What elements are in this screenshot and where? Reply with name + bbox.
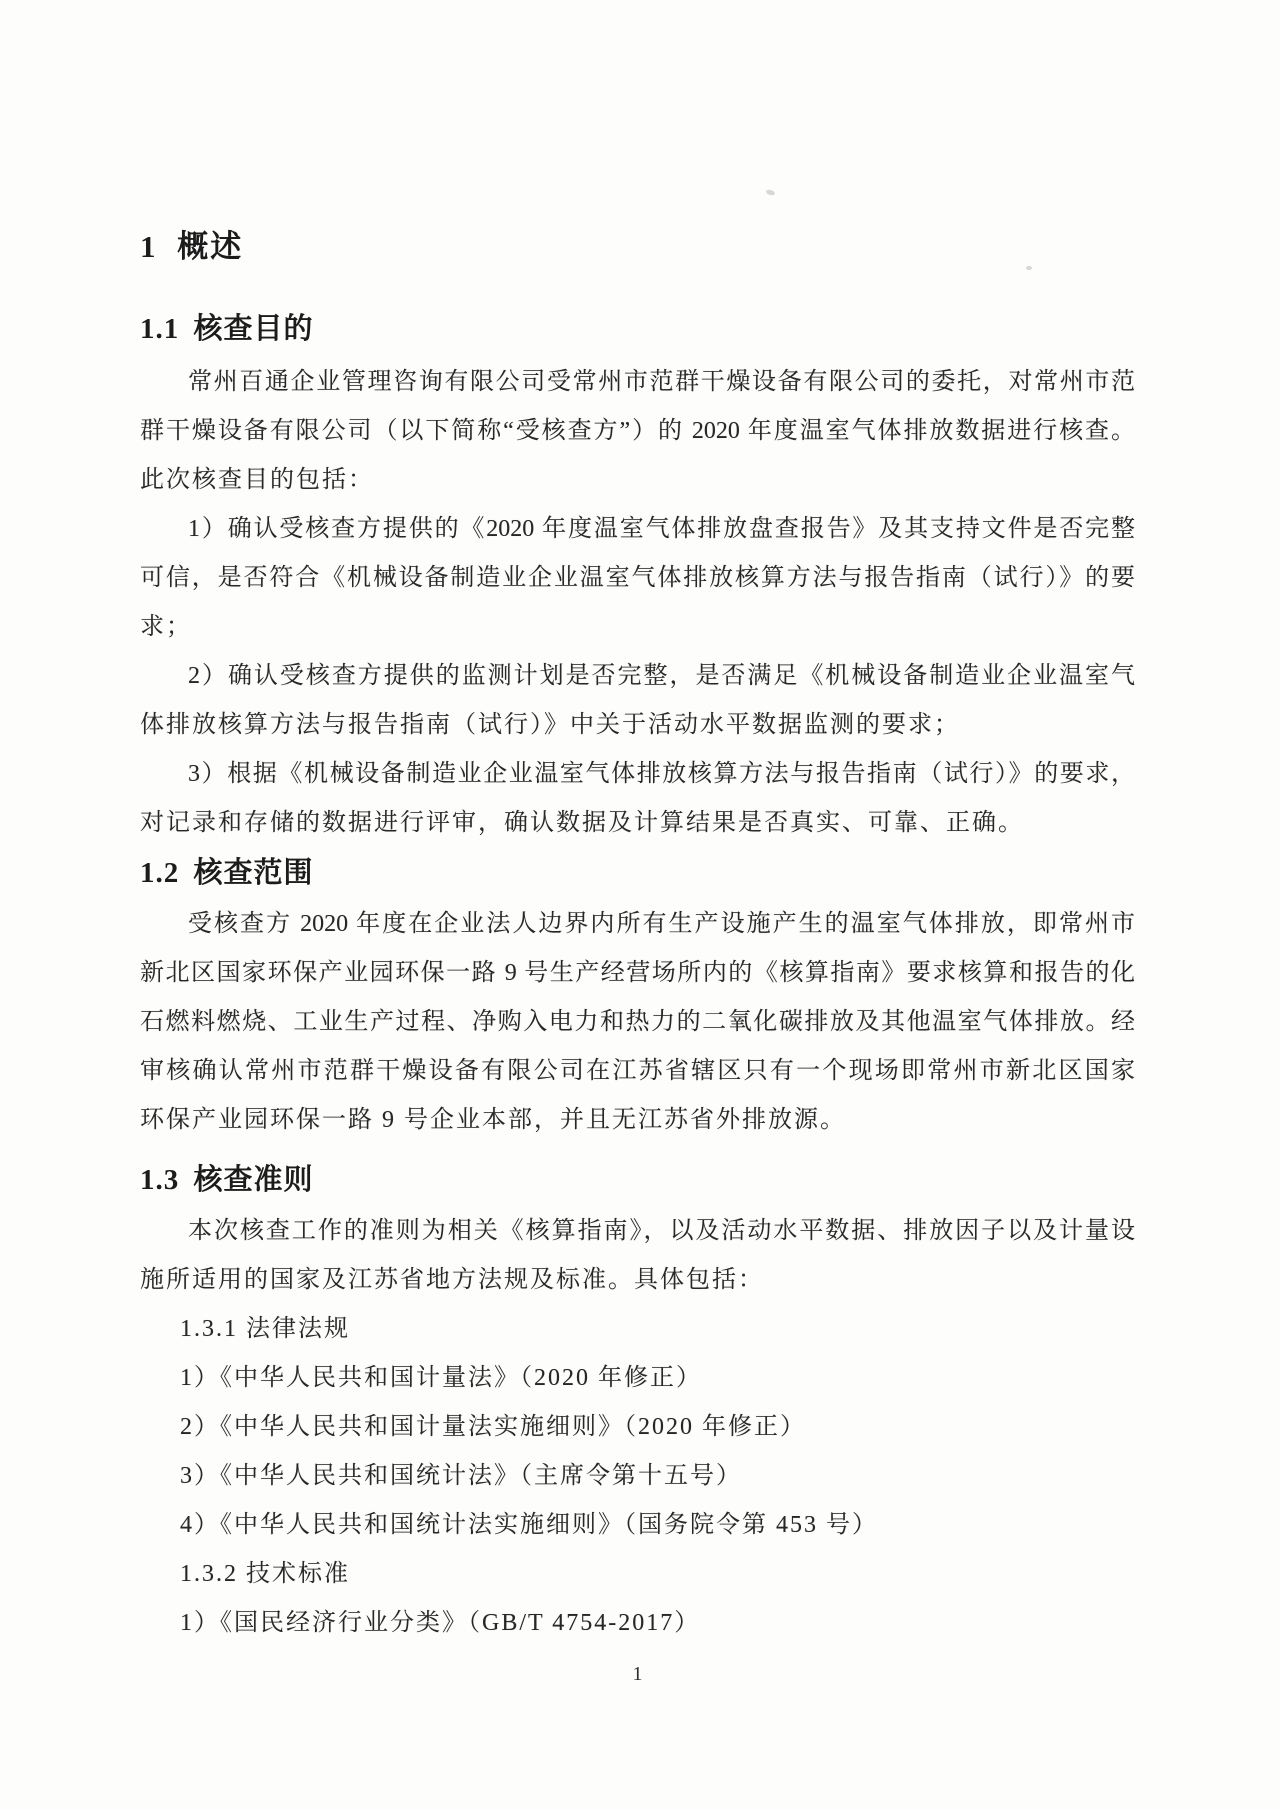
body-line: 审核确认常州市范群干燥设备有限公司在江苏省辖区只有一个现场即常州市新北区国家 (140, 1058, 1135, 1084)
list-item-line: 4）《中华人民共和国统计法实施细则》（国务院令第 453 号） (180, 1512, 878, 1538)
body-line: 此次核查目的包括： (140, 467, 374, 493)
body-line: 对记录和存储的数据进行评审，确认数据及计算结果是否真实、可靠、正确。 (140, 810, 1024, 836)
scan-speck (765, 189, 775, 197)
body-line: 1）确认受核查方提供的《2020 年度温室气体排放盘查报告》及其支持文件是否完整 (188, 516, 1135, 542)
list-item-line: 2）《中华人民共和国计量法实施细则》（2020 年修正） (180, 1414, 806, 1440)
body-line: 新北区国家环保产业园环保一路 9 号生产经营场所内的《核算指南》要求核算和报告的化 (140, 960, 1135, 986)
body-line: 本次核查工作的准则为相关《核算指南》，以及活动水平数据、排放因子以及计量设 (188, 1218, 1135, 1244)
body-line: 求； (140, 614, 192, 640)
page-content (140, 226, 1135, 1694)
section-heading-1-2: 1.2 核查范围 (140, 857, 314, 889)
body-line: 施所适用的国家及江苏省地方法规及标准。具体包括： (140, 1267, 764, 1293)
body-line: 可信，是否符合《机械设备制造业企业温室气体排放核算方法与报告指南（试行）》的要 (140, 565, 1135, 591)
subsection-heading-line: 1.3.1 法律法规 (180, 1316, 350, 1342)
body-line: 常州百通企业管理咨询有限公司受常州市范群干燥设备有限公司的委托，对常州市范 (188, 369, 1135, 395)
body-line: 2）确认受核查方提供的监测计划是否完整，是否满足《机械设备制造业企业温室气 (188, 663, 1135, 689)
list-item-line: 3）《中华人民共和国统计法》（主席令第十五号） (180, 1463, 742, 1489)
body-line: 环保产业园环保一路 9 号企业本部，并且无江苏省外排放源。 (140, 1107, 846, 1133)
subsection-heading-line: 1.3.2 技术标准 (180, 1561, 350, 1587)
list-item-line: 1）《国民经济行业分类》（GB/T 4754-2017） (180, 1610, 701, 1636)
section-1-1-body (140, 358, 1135, 848)
body-line: 体排放核算方法与报告指南（试行）》中关于活动水平数据监测的要求； (140, 712, 960, 738)
body-line: 3）根据《机械设备制造业企业温室气体排放核算方法与报告指南（试行）》的要求， (188, 761, 1135, 787)
body-line: 受核查方 2020 年度在企业法人边界内所有生产设施产生的温室气体排放，即常州市 (188, 911, 1135, 937)
page-number: 1 (632, 1663, 643, 1685)
chapter-heading: 1 概述 (140, 229, 244, 264)
body-line: 群干燥设备有限公司（以下简称“受核查方”）的 2020 年度温室气体排放数据进行核查。 (140, 418, 1135, 444)
section-1-3-body (140, 1207, 1135, 1648)
section-heading-1-1: 1.1 核查目的 (140, 313, 314, 345)
body-line: 石燃料燃烧、工业生产过程、净购入电力和热力的二氧化碳排放及其他温室气体排放。经 (140, 1009, 1135, 1035)
list-item-line: 1）《中华人民共和国计量法》（2020 年修正） (180, 1365, 702, 1391)
section-heading-1-3: 1.3 核查准则 (140, 1164, 314, 1196)
section-1-2-body (140, 900, 1135, 1145)
